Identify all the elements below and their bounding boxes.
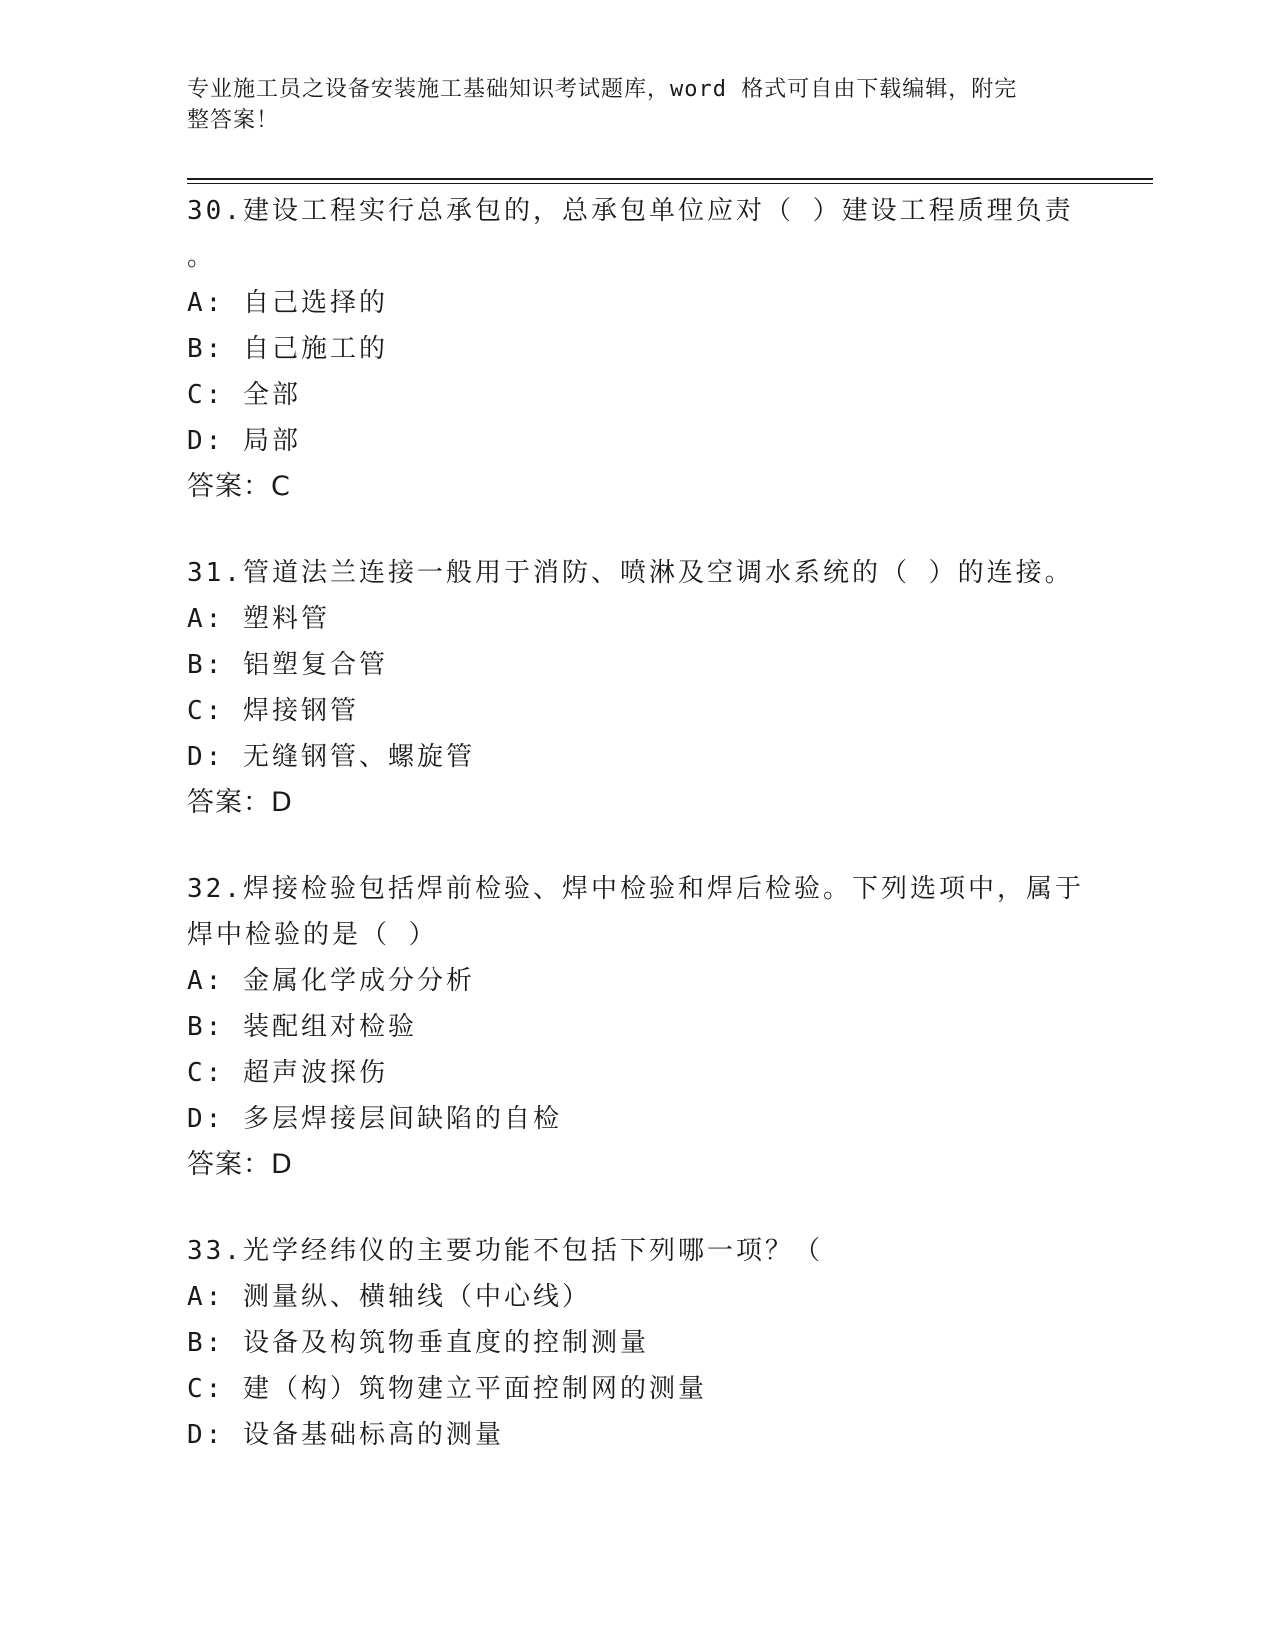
- answer-label: 答案：D: [187, 787, 293, 818]
- option-a: A: 测量纵、横轴线（中心线）: [187, 1282, 591, 1312]
- document-header: [187, 74, 1067, 136]
- option-a: A: 金属化学成分分析: [187, 966, 475, 996]
- question-stem: 31.管道法兰连接一般用于消防、喷淋及空调水系统的（ ）的连接。: [187, 558, 1074, 588]
- question-list: [187, 188, 1087, 1458]
- option-c: C: 焊接钢管: [187, 696, 359, 726]
- answer-label: 答案：D: [187, 1149, 293, 1180]
- header-line-1: 专业施工员之设备安装施工基础知识考试题库，word 格式可自由下载编辑，附完: [187, 77, 1018, 102]
- option-a: A: 自己选择的: [187, 288, 388, 318]
- question-stem: 32.焊接检验包括焊前检验、焊中检验和焊后检验。下列选项中，属于: [187, 874, 1084, 904]
- option-d: D: 局部: [187, 426, 301, 456]
- question-31: [187, 550, 1087, 826]
- option-c: C: 全部: [187, 380, 301, 410]
- question-33: [187, 1228, 1087, 1458]
- option-d: D: 多层焊接层间缺陷的自检: [187, 1104, 562, 1134]
- question-32: [187, 866, 1087, 1188]
- header-divider-thick: [187, 178, 1153, 180]
- option-a: A: 塑料管: [187, 604, 330, 634]
- option-d: D: 无缝钢管、螺旋管: [187, 742, 475, 772]
- question-stem: 30.建设工程实行总承包的，总承包单位应对（ ）建设工程质理负责: [187, 196, 1074, 226]
- option-b: B: 铝塑复合管: [187, 650, 388, 680]
- option-b: B: 设备及构筑物垂直度的控制测量: [187, 1328, 649, 1358]
- question-stem: 33.光学经纬仪的主要功能不包括下列哪一项？（: [187, 1236, 823, 1266]
- option-c: C: 超声波探伤: [187, 1058, 388, 1088]
- option-b: B: 自己施工的: [187, 334, 388, 364]
- answer-label: 答案：C: [187, 471, 291, 502]
- question-stem-continued: 。: [187, 242, 217, 272]
- header-line-2: 整答案！: [187, 108, 280, 133]
- option-c: C: 建（构）筑物建立平面控制网的测量: [187, 1374, 707, 1404]
- question-30: [187, 188, 1087, 510]
- option-b: B: 装配组对检验: [187, 1012, 417, 1042]
- question-stem-continued: 焊中检验的是（ ）: [187, 920, 438, 950]
- option-d: D: 设备基础标高的测量: [187, 1420, 504, 1450]
- header-divider-thin: [187, 183, 1153, 184]
